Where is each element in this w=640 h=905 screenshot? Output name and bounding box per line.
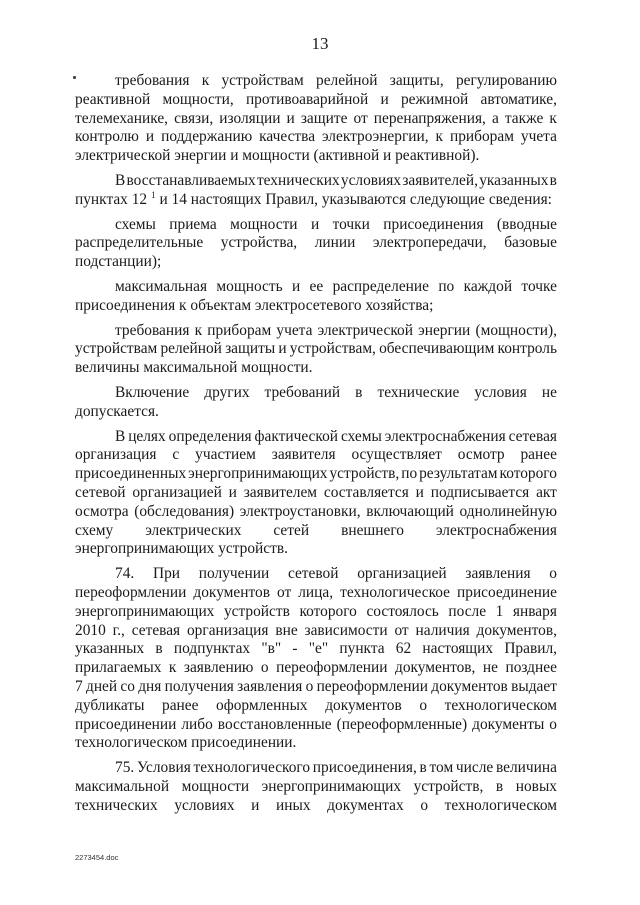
word: о	[420, 796, 429, 814]
text-line	[75, 216, 557, 235]
word: организацией	[357, 565, 447, 583]
text-line	[75, 503, 557, 522]
word: г.,	[112, 621, 125, 639]
text-line	[75, 640, 557, 659]
word: к	[201, 72, 210, 89]
word: новых	[515, 777, 557, 795]
word: восстановленные	[217, 715, 332, 733]
line-text: электрической энергии и мощности (активной и реактивной).	[75, 147, 480, 165]
word: 7	[75, 677, 83, 695]
text-line	[75, 659, 557, 678]
paragraph	[75, 428, 557, 560]
line-content	[75, 191, 556, 210]
word: устройств,	[329, 465, 400, 483]
text-line	[75, 678, 557, 697]
word: подписывается	[430, 483, 530, 501]
word: схему	[75, 521, 114, 539]
word: и	[291, 277, 301, 295]
word: определения	[168, 427, 252, 445]
word: сетевой	[287, 565, 339, 583]
word: учета	[276, 321, 313, 339]
word: с	[172, 446, 180, 464]
word: осуществляет	[351, 446, 442, 464]
word: а	[491, 109, 499, 127]
word: и	[251, 796, 260, 814]
footer-filename: 2273454.doc	[75, 853, 119, 862]
word: (обследования)	[134, 502, 235, 520]
text-line	[75, 172, 557, 191]
word: к	[549, 109, 557, 127]
word: о	[549, 565, 557, 583]
word: числе	[455, 759, 494, 777]
paragraph	[75, 322, 557, 378]
word: позднее	[505, 659, 557, 677]
line-text: технологическом присоединении.	[75, 734, 297, 752]
text-line	[75, 465, 557, 484]
word: документов,	[394, 659, 476, 677]
text-line	[75, 734, 557, 753]
text-line	[75, 147, 557, 166]
word: однолинейную	[459, 502, 557, 520]
word: защиты,	[389, 72, 444, 89]
text-line	[75, 384, 557, 403]
word: электропередачи,	[372, 234, 487, 252]
word: -	[292, 640, 298, 658]
text-line	[75, 403, 557, 422]
word: Условия	[136, 759, 191, 777]
word: линии	[314, 234, 356, 252]
text-line	[75, 697, 557, 716]
word: и	[145, 128, 155, 146]
word: режимной	[400, 90, 469, 108]
line-text: пунктах 12	[75, 190, 148, 208]
word: мощность	[216, 277, 283, 295]
text-line	[75, 446, 557, 465]
word: о	[419, 696, 428, 714]
word: приема	[169, 215, 217, 233]
word: документы	[472, 715, 545, 733]
word: "в"	[261, 640, 282, 658]
word: в	[495, 777, 504, 795]
word: устройствам,	[289, 340, 376, 358]
word: переоформлении	[75, 583, 187, 601]
word: изоляции	[219, 109, 281, 127]
text-line	[75, 191, 557, 210]
word: заявления	[237, 677, 303, 695]
word: устройств	[223, 602, 290, 620]
text-line	[75, 716, 557, 735]
word: к	[435, 128, 444, 146]
word: распределение	[332, 277, 429, 295]
word: величина	[495, 759, 557, 777]
word: 74.	[115, 565, 135, 583]
text-line	[75, 603, 557, 622]
word: дубликаты	[75, 696, 145, 714]
word: других	[204, 383, 250, 401]
word: схемы	[115, 215, 156, 233]
word: к	[194, 321, 203, 339]
word: о	[260, 659, 269, 677]
word: контроль	[497, 340, 557, 358]
word: максимальной	[75, 777, 170, 795]
word: осмотра	[75, 502, 129, 520]
word: технических	[256, 171, 340, 189]
word: мощности	[230, 215, 298, 233]
word: (переоформленные)	[336, 715, 468, 733]
word: выдает	[511, 677, 557, 695]
line-text-continued: и 14 настоящих Правил, указываются следующие сведения:	[155, 190, 552, 208]
word: в	[355, 383, 363, 401]
word: которого	[499, 465, 557, 483]
word: которого	[299, 602, 357, 620]
word: от	[394, 621, 409, 639]
word: и	[228, 483, 237, 501]
word: акт	[536, 483, 557, 501]
word: не	[482, 659, 498, 677]
word: Правил,	[504, 640, 557, 658]
word: защите	[300, 109, 348, 127]
word: прилагаемых	[75, 659, 162, 677]
word: также	[504, 109, 544, 127]
document-body	[75, 72, 557, 815]
text-line	[75, 253, 557, 272]
word: регулированию	[455, 72, 557, 89]
text-line	[75, 778, 557, 797]
word: телемеханике,	[75, 109, 169, 127]
word: требований	[264, 383, 341, 401]
word: требования	[115, 321, 190, 339]
word: точке	[521, 277, 557, 295]
word: присоединения	[383, 215, 484, 233]
line-text: подстанции);	[75, 253, 162, 271]
word: ранее	[520, 446, 557, 464]
word: точки	[332, 215, 370, 233]
text-line	[75, 759, 557, 778]
word: и	[286, 109, 295, 127]
word: фактической	[254, 427, 339, 445]
word: контролю	[75, 128, 139, 146]
page-number: 13	[311, 34, 329, 53]
paragraph	[75, 759, 557, 815]
word: "е"	[308, 640, 329, 658]
word: о	[305, 677, 314, 695]
word: том	[429, 759, 454, 777]
paragraph	[75, 72, 557, 166]
word: от	[353, 109, 368, 127]
word: переоформлении	[276, 659, 388, 677]
word: условиях	[174, 796, 235, 814]
text-line	[75, 340, 557, 359]
word: и	[380, 90, 389, 108]
word: приборам	[207, 321, 272, 339]
word: зависимости	[304, 621, 388, 639]
word: к	[168, 659, 177, 677]
word: указанных	[479, 171, 549, 189]
word: заявителя	[271, 446, 336, 464]
word: со	[120, 677, 135, 695]
word: указанных	[75, 640, 145, 658]
word: документов	[193, 583, 270, 601]
word: января	[512, 602, 557, 620]
word: внешнего	[341, 521, 404, 539]
text-line	[75, 522, 557, 541]
word: состоялось	[366, 602, 439, 620]
word: в	[549, 171, 557, 189]
word: от	[277, 583, 292, 601]
text-line	[75, 91, 557, 110]
line-text: энергопринимающих устройств.	[75, 540, 288, 558]
word: участием	[195, 446, 256, 464]
word: заявления	[465, 565, 531, 583]
word: (мощности),	[475, 321, 557, 339]
word: переоформлении	[316, 677, 428, 695]
word: электроустановки,	[239, 502, 361, 520]
text-line	[75, 565, 557, 584]
word: заявителем	[243, 483, 318, 501]
word: обеспечивающим	[379, 340, 495, 358]
word: реактивной	[75, 90, 151, 108]
word: в	[155, 640, 163, 658]
text-line	[75, 484, 557, 503]
word: организацией	[132, 483, 222, 501]
word: присоединенных	[75, 465, 187, 483]
word: электроснабжения	[384, 427, 506, 445]
text-line	[75, 428, 557, 447]
word: релейной	[316, 72, 378, 89]
text-line	[75, 234, 557, 253]
word: В	[115, 171, 126, 189]
word: оформленных	[216, 696, 308, 714]
word: электроэнергии,	[321, 128, 429, 146]
text-line	[75, 540, 557, 559]
word: и	[310, 215, 320, 233]
word: документов	[325, 696, 402, 714]
word: Включение	[115, 383, 190, 401]
word: и	[415, 483, 424, 501]
word: по	[401, 465, 418, 483]
word: энергии	[418, 321, 471, 339]
text-line	[75, 278, 557, 297]
word: подпунктах	[173, 640, 251, 658]
word: энергопринимающих	[75, 602, 215, 620]
word: условия	[474, 383, 527, 401]
word: 1	[495, 602, 504, 620]
word: технологического	[193, 759, 311, 777]
word: присоединении	[75, 715, 177, 733]
word: сетевая	[131, 621, 181, 639]
word: автоматике,	[480, 90, 557, 108]
line-text: присоединения к объектам электросетевого хозяйства;	[75, 296, 434, 314]
word: (вводные	[496, 215, 557, 233]
word: мощности	[181, 777, 250, 795]
word: результатам	[419, 465, 498, 483]
word: наличия	[415, 621, 470, 639]
word: организация	[75, 446, 157, 464]
superscript: 1	[151, 189, 156, 200]
word: сетевой	[75, 483, 126, 501]
word: В	[115, 427, 126, 445]
word: пункта	[339, 640, 385, 658]
paragraph	[75, 565, 557, 753]
word: в	[419, 759, 427, 777]
word: технологическое	[340, 583, 450, 601]
word: либо	[181, 715, 213, 733]
word: При	[153, 565, 181, 583]
text-line	[75, 622, 557, 641]
word: требования	[115, 72, 190, 89]
word: учета	[520, 128, 557, 146]
word: целях	[128, 427, 166, 445]
word: 75.	[115, 759, 135, 777]
word: устройств,	[413, 777, 484, 795]
text-line	[75, 72, 557, 91]
text-line	[75, 584, 557, 603]
word: организация	[186, 621, 269, 639]
word: электрических	[145, 521, 242, 539]
word: документах	[327, 796, 404, 814]
word: о	[549, 715, 557, 733]
word: перенапряжения,	[373, 109, 486, 127]
word: ее	[309, 277, 324, 295]
text-line	[75, 128, 557, 147]
text-line	[75, 297, 557, 316]
word: 2010	[75, 621, 106, 639]
word: максимальная	[115, 277, 208, 295]
word: вне	[275, 621, 298, 639]
text-line	[75, 110, 557, 129]
word: защиты	[225, 340, 276, 358]
paragraph	[75, 172, 557, 210]
word: поддержанию	[161, 128, 253, 146]
word: технологическом	[444, 796, 557, 814]
paragraph	[75, 216, 557, 272]
word: энергопринимающих	[188, 465, 328, 483]
word: включающий	[366, 502, 454, 520]
word: получении	[198, 565, 270, 583]
word: лица,	[298, 583, 334, 601]
word: устройства,	[220, 234, 298, 252]
text-line	[75, 322, 557, 341]
text-line	[75, 797, 557, 816]
word: заявителей,	[402, 171, 478, 189]
word: 62	[395, 640, 412, 658]
word: сетевая	[508, 427, 557, 445]
word: приборам	[449, 128, 514, 146]
word: дня	[138, 677, 162, 695]
word: присоединения,	[312, 759, 417, 777]
word: после	[448, 602, 487, 620]
word: релейной	[160, 340, 222, 358]
word: связи,	[174, 109, 214, 127]
word: устройствам	[75, 340, 158, 358]
word: электроснабжения	[435, 521, 557, 539]
word: и	[278, 340, 287, 358]
word: противоаварийной	[245, 90, 369, 108]
word: каждой	[463, 277, 513, 295]
word: схемы	[340, 427, 382, 445]
word: получения	[164, 677, 234, 695]
text-line	[75, 359, 557, 378]
paragraph	[75, 384, 557, 422]
word: по	[438, 277, 455, 295]
word: энергопринимающих	[261, 777, 402, 795]
word: сетей	[273, 521, 310, 539]
word: настоящих	[422, 640, 494, 658]
word: базовые	[504, 234, 557, 252]
paragraph	[75, 278, 557, 316]
line-text: величины максимальной мощности.	[75, 359, 313, 377]
word: мощности,	[162, 90, 234, 108]
line-text: допускается.	[75, 402, 159, 420]
word: осмотр	[457, 446, 505, 464]
word: технологическом	[444, 696, 557, 714]
word: ранее	[162, 696, 199, 714]
word: дней	[85, 677, 118, 695]
word: присоединение	[457, 583, 557, 601]
word: качества	[259, 128, 316, 146]
word: восстанавливаемых	[126, 171, 256, 189]
word: распределительные	[75, 234, 204, 252]
word: не	[541, 383, 557, 401]
word: условиях	[340, 171, 402, 189]
word: документов,	[476, 621, 557, 639]
word: технических	[75, 796, 158, 814]
word: заявлению	[183, 659, 254, 677]
word: технические	[377, 383, 460, 401]
word: электрической	[317, 321, 413, 339]
word: устройствам	[221, 72, 304, 89]
word: документов	[431, 677, 508, 695]
word: иных	[276, 796, 311, 814]
word: составляется	[323, 483, 409, 501]
